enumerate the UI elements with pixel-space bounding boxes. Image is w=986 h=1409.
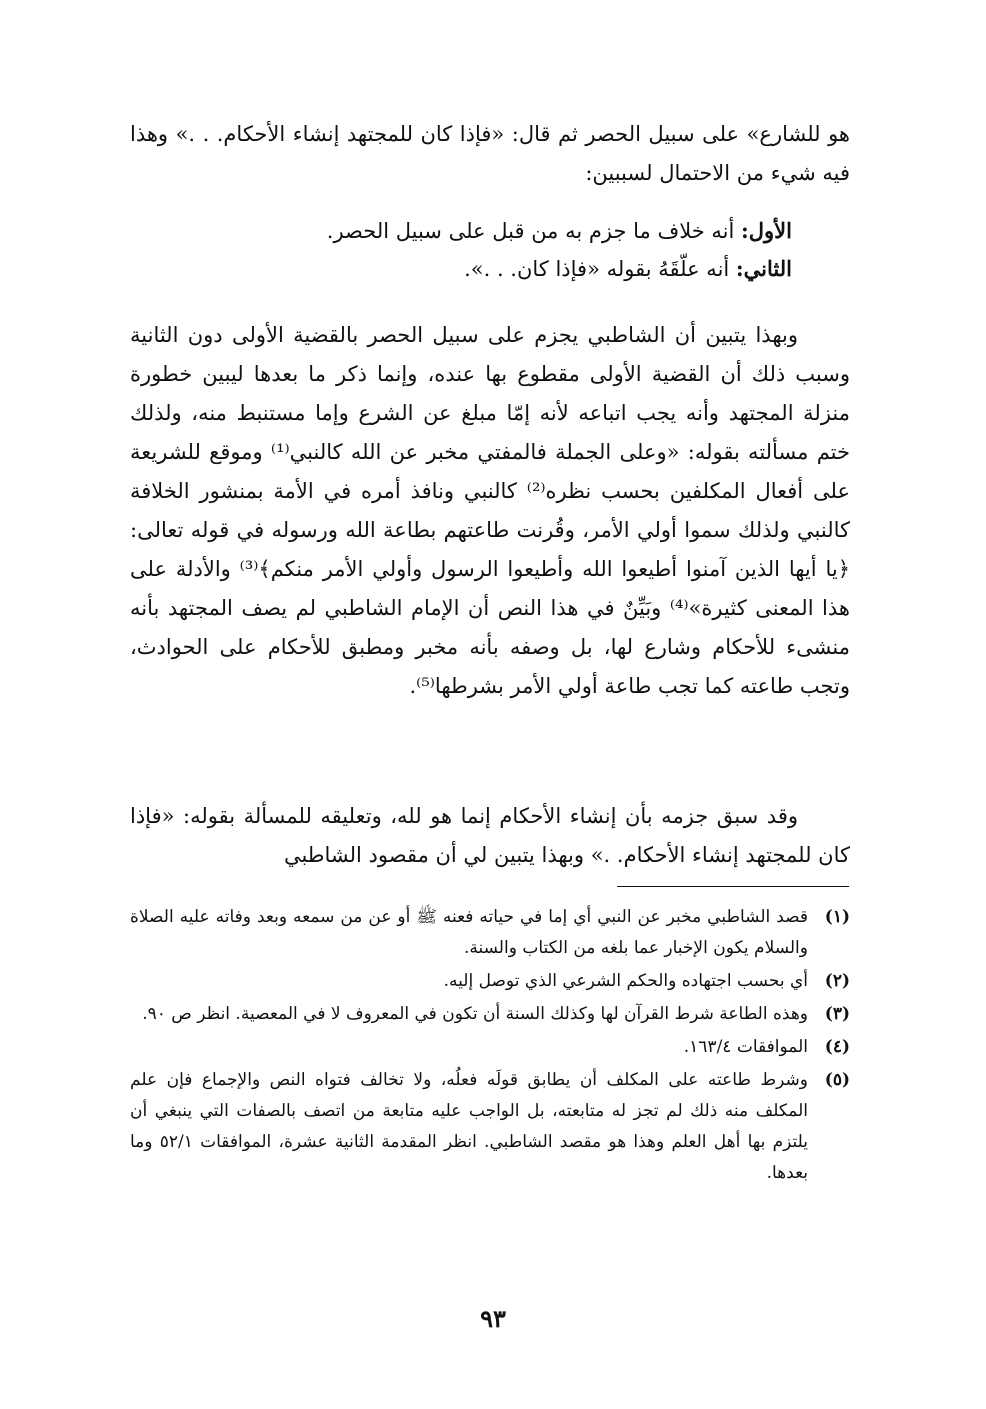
reason-second — [130, 250, 792, 288]
page-number: ٩٣ — [480, 1304, 506, 1333]
footnote-number: (٤) — [824, 1037, 850, 1057]
body-paragraph-1-text: وبهذا يتبين أن الشاطبي يجزم على سبيل الحصر بالقضية الأولى دون الثانية وسبب ذلك أن القضية الأولى مقطوع بها عنده، وإنما ذكر ما بعدها ليبين خطورة منزلة المجتهد وأنه يجب اتباعه لأنه إمّا مبلغ عن الشرع وإما مستنبط منه، ولذلك ختم مسألته بقوله: «وعلى الجملة فالمفتي مخبر عن الله كالنبي⁽¹⁾ وموقع للشريعة على أفعال المكلفين بحسب نظره⁽²⁾ كالنبي ونافذ أمره في الأمة بمنشور الخلافة كالنبي ولذلك سموا أولي الأمر، وقُرنت طاعتهم بطاعة الله ورسوله في قوله تعالى: ﴿يا أيها الذين آمنوا أطيعوا الله وأطيعوا الرسول وأولي الأمر منكم﴾⁽³⁾ والأدلة على هذا المعنى كثيرة»⁽⁴⁾ وبَيِّنٌ في هذا النص أن الإمام الشاطبي لم يصف المجتهد بأنه منشىء للأحكام وشارع لها، بل وصفه بأنه مخبر ومطبق للأحكام على الحوادث، وتجب طاعته كما تجب طاعة أولي الأمر بشرطها⁽⁵⁾. — [130, 323, 850, 698]
footnote-4 — [130, 1032, 850, 1063]
footnote-text: أي بحسب اجتهاده والحكم الشرعي الذي توصل إليه. — [443, 971, 808, 991]
footnote-2 — [130, 966, 850, 997]
reason-first-label: الأول: — [741, 218, 792, 243]
reason-second-text: أنه علّقَهُ بقوله «فإذا كان. . .». — [464, 257, 736, 281]
body-paragraph-2-text: وقد سبق جزمه بأن إنشاء الأحكام إنما هو لله، وتعليقه للمسألة بقوله: «فإذا كان للمجتهد إنشاء الأحكام. .» وبهذا يتبين لي أن مقصود الشاطبي — [130, 804, 850, 867]
body-paragraph-2 — [130, 797, 850, 875]
footnote-text: قصد الشاطبي مخبر عن النبي أي إما في حياته فعنه ﷺ أو عن من سمعه وبعد وفاته عليه الصلاة والسلام يكون الإخبار عما بلغه من الكتاب والسنة. — [130, 907, 808, 958]
footnotes — [130, 902, 850, 1191]
footnote-number: (٢) — [824, 971, 850, 991]
footnote-text: وشرط طاعته على المكلف أن يطابق قولَه فعلُه، ولا تخالف فتواه النص والإجماع فإن علم المكلف منه ذلك لم تجز له متابعته، بل الواجب عليه متابعة من اتصف بالصفات التي ينبغي أن يلتزم بها أهل العلم وهذا هو مقصد الشاطبي. انظر المقدمة الثانية عشرة، الموافقات ٥٢/١ وما بعدها. — [130, 1070, 808, 1183]
footnote-separator — [617, 886, 849, 887]
reason-second-label: الثاني: — [735, 256, 792, 281]
footnote-text: الموافقات ١٦٣/٤. — [683, 1037, 808, 1057]
reason-first — [130, 212, 792, 250]
footnote-number: (١) — [824, 907, 850, 927]
footnote-text: وهذه الطاعة شرط القرآن لها وكذلك السنة أن تكون في المعروف لا في المعصية. انظر ص ٩٠. — [142, 1004, 808, 1024]
footnote-5 — [130, 1065, 850, 1189]
body-paragraph-1 — [130, 316, 850, 706]
footnote-1 — [130, 902, 850, 964]
footnote-number: (٣) — [824, 1004, 850, 1024]
reason-first-text: أنه خلاف ما جزم به من قبل على سبيل الحصر. — [326, 219, 742, 243]
footnote-number: (٥) — [824, 1070, 850, 1090]
reasons-list — [130, 212, 792, 288]
intro-paragraph: هو للشارع» على سبيل الحصر ثم قال: «فإذا كان للمجتهد إنشاء الأحكام. . .» وهذا فيه شيء من الاحتمال لسببين: — [130, 122, 850, 185]
footnote-3 — [130, 999, 850, 1030]
